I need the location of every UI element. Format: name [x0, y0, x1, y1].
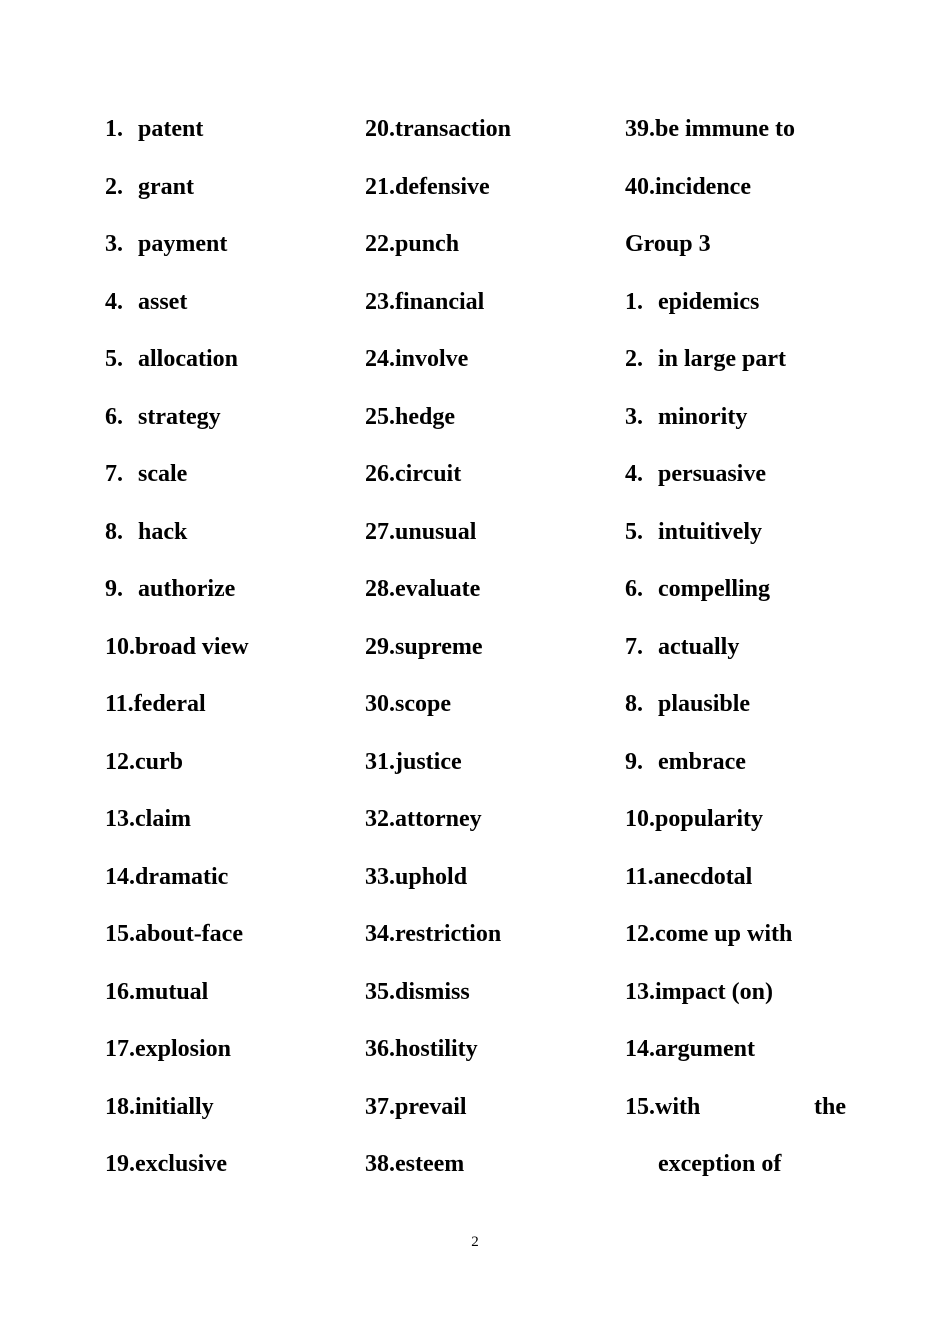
item-number: 25. — [365, 403, 395, 430]
item-number: 15. — [105, 921, 135, 947]
vocab-item — [105, 1147, 355, 1205]
item-term: epidemics — [658, 288, 760, 315]
item-term: justice — [395, 748, 462, 775]
item-number: 4. — [105, 288, 123, 315]
item-number: 9. — [625, 748, 643, 775]
vocab-column-3 — [625, 112, 850, 1205]
item-term: impact (on) — [655, 978, 773, 1005]
item-term-start — [625, 1090, 700, 1124]
item-number: 16. — [105, 978, 135, 1005]
vocab-item — [105, 170, 355, 228]
item-number: 38. — [365, 1151, 395, 1177]
item-number: 39. — [625, 116, 655, 142]
item-number: 36. — [365, 1036, 395, 1062]
item-number: 35. — [365, 978, 395, 1005]
vocab-item — [105, 515, 355, 573]
vocab-item — [105, 227, 355, 285]
item-term: curb — [135, 748, 183, 775]
vocab-item — [365, 1147, 615, 1205]
item-number: 6. — [625, 576, 643, 602]
item-number: 33. — [365, 863, 395, 890]
item-continuation: exception of — [658, 1151, 782, 1177]
vocab-item — [625, 1090, 846, 1148]
item-number: 3. — [625, 403, 643, 430]
item-number: 37. — [365, 1093, 395, 1120]
vocab-item — [105, 975, 355, 1033]
item-number: 23. — [365, 288, 395, 315]
vocab-item — [365, 400, 615, 458]
vocab-item — [105, 1032, 355, 1090]
item-term: defensive — [395, 173, 490, 200]
item-term: in large part — [658, 346, 786, 372]
item-number: 31. — [365, 748, 395, 775]
item-number: 1. — [625, 288, 643, 315]
vocab-item — [105, 860, 355, 918]
vocab-item — [105, 400, 355, 458]
item-number: 17. — [105, 1036, 135, 1062]
item-term: mutual — [135, 978, 209, 1005]
item-term: attorney — [395, 806, 482, 832]
item-term: federal — [133, 691, 206, 717]
vocab-item — [625, 917, 850, 975]
item-number: 15. — [625, 1093, 655, 1120]
vocab-column-2 — [365, 112, 615, 1205]
item-term: asset — [138, 288, 188, 315]
vocab-item — [365, 1090, 615, 1148]
item-number: 28. — [365, 576, 395, 602]
vocab-item — [105, 342, 355, 400]
item-term: scale — [138, 461, 188, 487]
item-term: embrace — [658, 748, 746, 775]
item-number: 11. — [625, 863, 654, 890]
item-term: dismiss — [395, 978, 470, 1005]
item-term: hedge — [395, 403, 455, 430]
item-number: 8. — [625, 691, 643, 717]
vocab-column-1 — [105, 112, 355, 1205]
item-term: unusual — [395, 518, 477, 545]
vocab-item — [105, 802, 355, 860]
vocab-item — [365, 342, 615, 400]
vocab-item — [365, 630, 615, 688]
item-number: 11. — [105, 691, 134, 717]
item-term: anecdotal — [653, 863, 753, 890]
vocab-item — [365, 227, 615, 285]
item-term: grant — [138, 173, 194, 200]
item-number: 40. — [625, 173, 655, 200]
vocab-item — [625, 170, 850, 228]
item-term-end: the — [814, 1093, 846, 1120]
item-term: esteem — [395, 1151, 465, 1177]
vocab-item — [625, 515, 850, 573]
item-term: come up with — [655, 921, 793, 947]
item-term: prevail — [395, 1093, 467, 1120]
item-number: 32. — [365, 806, 395, 832]
vocab-item — [625, 1032, 850, 1090]
item-term: explosion — [135, 1036, 232, 1062]
item-term: financial — [395, 288, 485, 315]
item-term: persuasive — [658, 461, 766, 487]
item-term: supreme — [395, 633, 483, 660]
item-term: circuit — [395, 461, 462, 487]
item-number: 30. — [365, 691, 395, 717]
item-number: 10. — [625, 806, 655, 832]
item-term: actually — [658, 633, 740, 660]
vocab-item — [365, 572, 615, 630]
vocab-item — [105, 285, 355, 343]
item-number: 13. — [625, 978, 655, 1005]
item-term: popularity — [655, 806, 764, 832]
vocab-item — [625, 572, 850, 630]
item-number: 22. — [365, 231, 395, 257]
item-number: 34. — [365, 921, 395, 947]
item-number: 2. — [625, 346, 643, 372]
vocab-item — [105, 572, 355, 630]
item-term: be immune to — [655, 116, 795, 142]
item-number: 14. — [105, 863, 135, 890]
page-number: 2 — [471, 1234, 479, 1250]
vocab-item — [625, 975, 850, 1033]
vocab-item — [365, 860, 615, 918]
vocab-item — [625, 630, 850, 688]
item-number: 12. — [105, 748, 135, 775]
vocab-item — [105, 630, 355, 688]
vocab-item — [625, 745, 850, 803]
vocab-item — [105, 1090, 355, 1148]
item-term: uphold — [395, 863, 468, 890]
item-term: broad view — [135, 633, 249, 660]
item-number: 9. — [105, 576, 123, 602]
item-term: punch — [395, 231, 460, 257]
item-term: claim — [135, 806, 191, 832]
item-number: 12. — [625, 921, 655, 947]
item-number: 3. — [105, 231, 123, 257]
item-number: 7. — [625, 633, 643, 660]
vocab-item — [365, 687, 615, 745]
item-term: authorize — [138, 576, 236, 602]
item-number: 18. — [105, 1093, 135, 1120]
vocab-item — [625, 802, 850, 860]
item-number: 26. — [365, 461, 395, 487]
vocab-item — [625, 400, 850, 458]
item-term: with — [655, 1093, 701, 1120]
item-number: 21. — [365, 173, 395, 200]
vocab-item — [105, 112, 355, 170]
item-term: compelling — [658, 576, 770, 602]
item-number: 5. — [105, 346, 123, 372]
vocab-item — [625, 457, 850, 515]
vocab-item — [365, 457, 615, 515]
item-number: 2. — [105, 173, 123, 200]
item-number: 19. — [105, 1151, 135, 1177]
item-term: restriction — [395, 921, 502, 947]
item-number: 29. — [365, 633, 395, 660]
item-number: 13. — [105, 806, 135, 832]
item-number: 6. — [105, 403, 123, 430]
item-term: about-face — [135, 921, 243, 947]
item-term: strategy — [138, 403, 221, 430]
item-term: initially — [135, 1093, 214, 1120]
item-number: 1. — [105, 116, 123, 142]
item-number: 14. — [625, 1036, 655, 1062]
item-term: hostility — [395, 1036, 478, 1062]
item-term: argument — [655, 1036, 755, 1062]
item-term: involve — [395, 346, 469, 372]
vocab-item — [365, 917, 615, 975]
item-term: plausible — [658, 691, 751, 717]
vocab-item — [365, 745, 615, 803]
vocab-item — [625, 342, 850, 400]
item-term: scope — [395, 691, 451, 717]
item-number: 8. — [105, 518, 123, 545]
item-term: intuitively — [658, 518, 763, 545]
vocab-item — [105, 457, 355, 515]
item-number: 10. — [105, 633, 135, 660]
item-term: hack — [138, 518, 188, 545]
item-number: 27. — [365, 518, 395, 545]
item-term: dramatic — [135, 863, 229, 890]
vocab-item — [625, 860, 850, 918]
vocab-item — [105, 917, 355, 975]
vocab-item — [105, 687, 355, 745]
item-term: transaction — [395, 116, 511, 142]
vocab-item — [365, 170, 615, 228]
item-term: patent — [138, 116, 204, 142]
item-term: payment — [138, 231, 228, 257]
item-term: exclusive — [135, 1151, 227, 1177]
vocab-item — [625, 285, 850, 343]
vocab-item — [625, 112, 850, 170]
item-term: allocation — [138, 346, 238, 372]
vocab-item — [365, 285, 615, 343]
item-term: incidence — [655, 173, 751, 200]
vocab-item — [365, 1032, 615, 1090]
vocab-item — [365, 975, 615, 1033]
item-number: 5. — [625, 518, 643, 545]
vocab-item — [365, 802, 615, 860]
vocab-item — [365, 515, 615, 573]
item-number: 4. — [625, 461, 643, 487]
item-term: minority — [658, 403, 748, 430]
vocab-item — [625, 687, 850, 745]
item-term: evaluate — [395, 576, 481, 602]
item-number: 7. — [105, 461, 123, 487]
item-number: 20. — [365, 116, 395, 142]
group-heading: Group 3 — [625, 231, 711, 257]
vocab-item — [105, 745, 355, 803]
vocab-item — [365, 112, 615, 170]
item-number: 24. — [365, 346, 395, 372]
